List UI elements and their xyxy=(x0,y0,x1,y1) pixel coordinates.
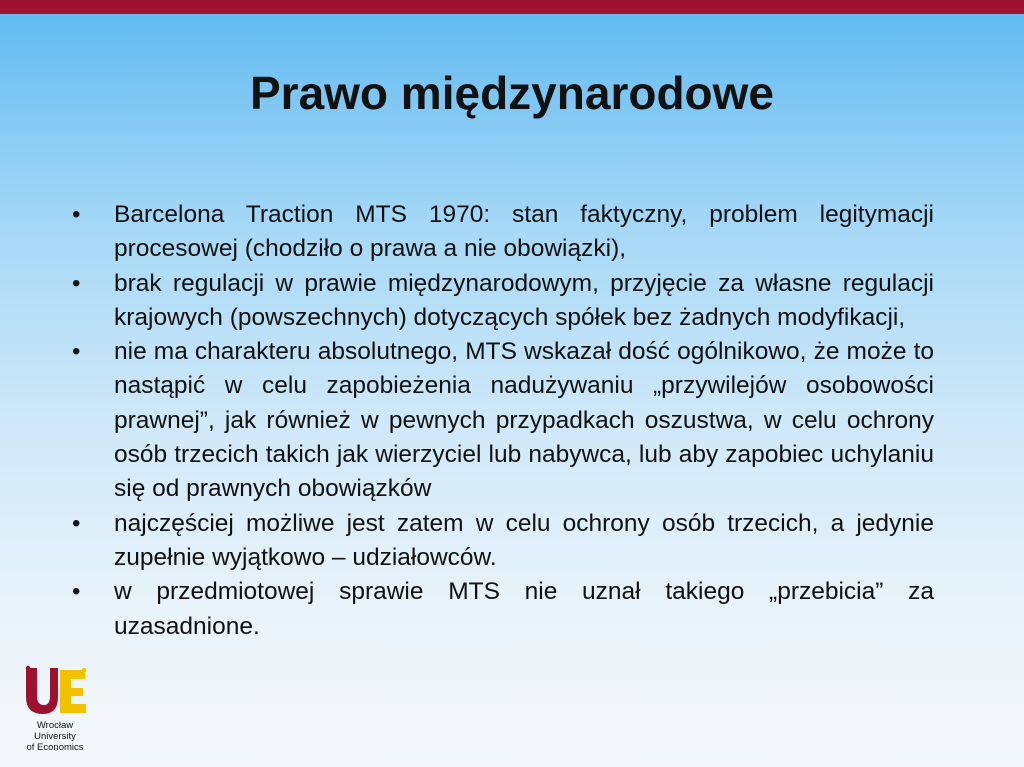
bullet-text: brak regulacji w prawie międzynarodowym, przyjęcie za własne regulacji krajowych (powszechnych) dotyczących spółek bez żadnych modyfikacji, xyxy=(114,269,934,331)
slide-title: Prawo międzynarodowe xyxy=(249,67,774,119)
bullet-text: nie ma charakteru absolutnego, MTS wskazał dość ogólnikowo, że może to nastąpić w celu zapobieżenia nadużywaniu „przywilejów osobowości prawnej”, jak również w pewnych przypadkach oszustwa, w celu ochrony osób trzecich takich jak wierzyciel lub nabywca, lub aby zapobiec uchylaniu się od prawnych obowiązków xyxy=(114,338,934,503)
logo-line-university: University xyxy=(34,731,76,742)
bullet-dot-icon: • xyxy=(72,201,81,228)
logo-line-city: Wrocław xyxy=(36,720,74,731)
top-accent-bar xyxy=(0,0,1024,14)
bullet-text: Barcelona Traction MTS 1970: stan faktyczny, problem legitymacji procesowej (chodziło o prawa a nie obowiązki), xyxy=(114,201,934,263)
bullet-text: w przedmiotowej sprawie MTS nie uznał takiego „przebicia” za uzasadnione. xyxy=(114,578,934,640)
bullet-item xyxy=(72,267,934,336)
bullet-item xyxy=(72,335,934,506)
bullet-dot-icon: • xyxy=(72,338,81,366)
bullet-text: najczęściej możliwe jest zatem w celu ochrony osób trzecich, a jedynie zupełnie wyjątkowo – udziałowców. xyxy=(114,509,934,571)
bullet-list xyxy=(72,198,934,644)
bullet-dot-icon: • xyxy=(72,578,81,606)
bullet-dot-icon: • xyxy=(72,509,81,537)
bullet-item xyxy=(72,507,934,576)
bullet-item xyxy=(72,575,934,644)
logo-caption xyxy=(22,720,88,753)
logo-line-economics: of Economics xyxy=(26,742,84,753)
bullet-item xyxy=(72,198,934,267)
university-logo xyxy=(22,664,92,760)
ue-logo-mark-icon xyxy=(24,664,88,716)
bullet-dot-icon: • xyxy=(72,269,81,297)
